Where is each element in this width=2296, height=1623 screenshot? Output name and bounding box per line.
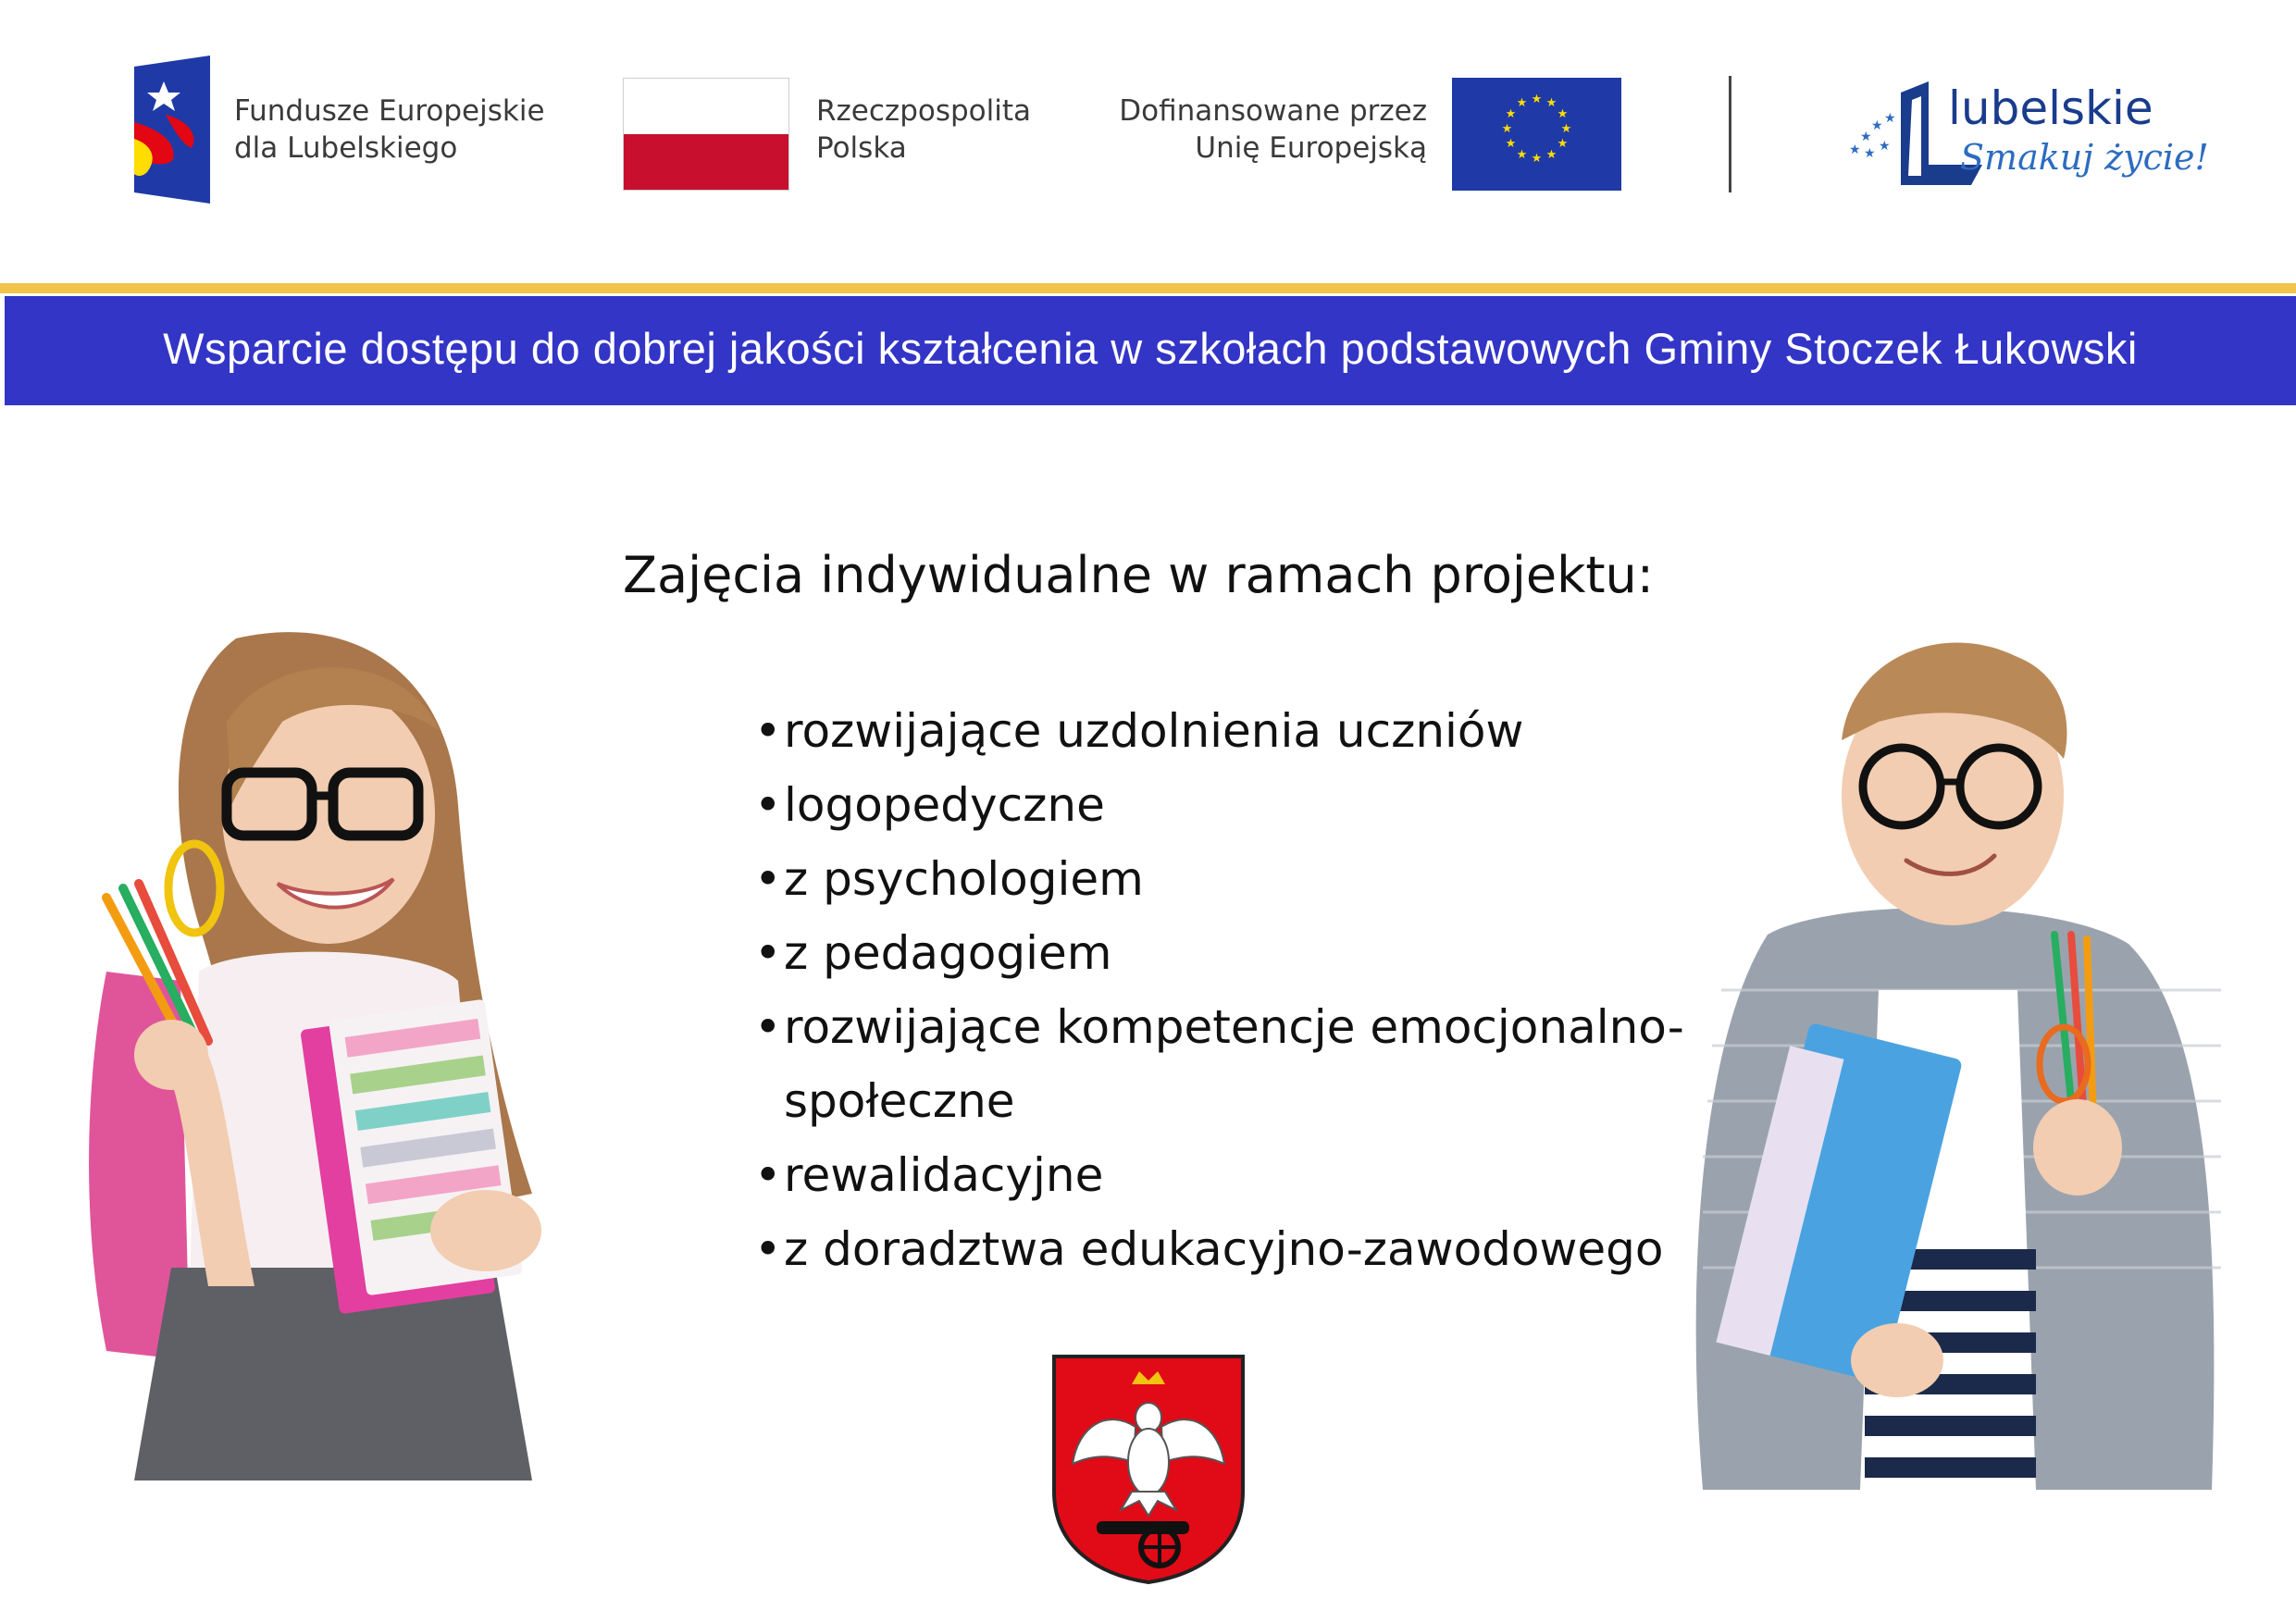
svg-text:★: ★ xyxy=(1505,107,1517,121)
eu-logo-line-2: Unię Europejską xyxy=(1195,131,1427,165)
svg-text:★: ★ xyxy=(1516,96,1528,110)
svg-text:★: ★ xyxy=(1849,142,1861,157)
svg-text:★: ★ xyxy=(1557,107,1569,121)
svg-text:★: ★ xyxy=(1879,139,1891,154)
activities-list xyxy=(747,694,1709,1286)
svg-text:★: ★ xyxy=(1560,122,1572,136)
lubelskie-slogan: Smakuj życie! xyxy=(1960,137,2209,178)
svg-text:★: ★ xyxy=(1545,96,1558,110)
list-item: • rozwijające kompetencje emocjonalno-społeczne xyxy=(754,1000,1684,1128)
list-item: • logopedyczne xyxy=(754,778,1105,832)
svg-text:★: ★ xyxy=(1545,148,1558,162)
boy-photo xyxy=(1666,601,2240,1490)
eu-flag-icon xyxy=(1452,78,1621,191)
lubelskie-name: lubelskie xyxy=(1948,81,2153,135)
svg-text:★: ★ xyxy=(1516,148,1528,162)
list-item: • z psychologiem xyxy=(754,852,1144,906)
eu-logo-line-1: Dofinansowane przez xyxy=(1119,94,1427,128)
fe-logo-line-1: Fundusze Europejskie xyxy=(234,94,545,128)
eu-logo-text xyxy=(1092,93,1427,167)
page-heading: Zajęcia indywidualne w ramach projektu: xyxy=(623,546,1654,604)
svg-text:★: ★ xyxy=(1531,152,1543,166)
fe-logo-line-2: dla Lubelskiego xyxy=(234,131,458,165)
banner-gold-line xyxy=(0,283,2296,293)
list-item: • z doradztwa edukacyjno-zawodowego xyxy=(754,1222,1664,1276)
fundusze-europejskie-logo-icon xyxy=(134,56,210,204)
coat-of-arms-icon xyxy=(1050,1353,1247,1586)
svg-text:★: ★ xyxy=(1871,118,1883,133)
list-item: • z pedagogiem xyxy=(754,926,1112,980)
rp-logo-line-2: Polska xyxy=(816,131,907,165)
svg-text:★: ★ xyxy=(1557,137,1569,151)
svg-text:★: ★ xyxy=(1505,137,1517,151)
svg-text:★: ★ xyxy=(1531,93,1543,106)
fe-logo-text xyxy=(234,93,545,167)
logo-divider xyxy=(1729,76,1731,192)
banner-text: Wsparcie dostępu do dobrej jakości kształcenia w szkołach podstawowych Gminy Stoczek Łukowski xyxy=(163,324,2138,373)
polish-flag-icon xyxy=(623,78,789,191)
svg-text:★: ★ xyxy=(1864,146,1876,161)
svg-text:★: ★ xyxy=(1501,122,1513,136)
list-item: • rozwijające uzdolnienia uczniów xyxy=(754,704,1524,758)
rp-logo-line-1: Rzeczpospolita xyxy=(816,94,1032,128)
list-item: • rewalidacyjne xyxy=(754,1148,1104,1202)
project-banner xyxy=(5,296,2296,405)
svg-text:★: ★ xyxy=(1860,130,1872,144)
girl-photo xyxy=(51,620,699,1481)
rp-logo-text xyxy=(816,93,1031,167)
svg-text:★: ★ xyxy=(1884,111,1896,126)
